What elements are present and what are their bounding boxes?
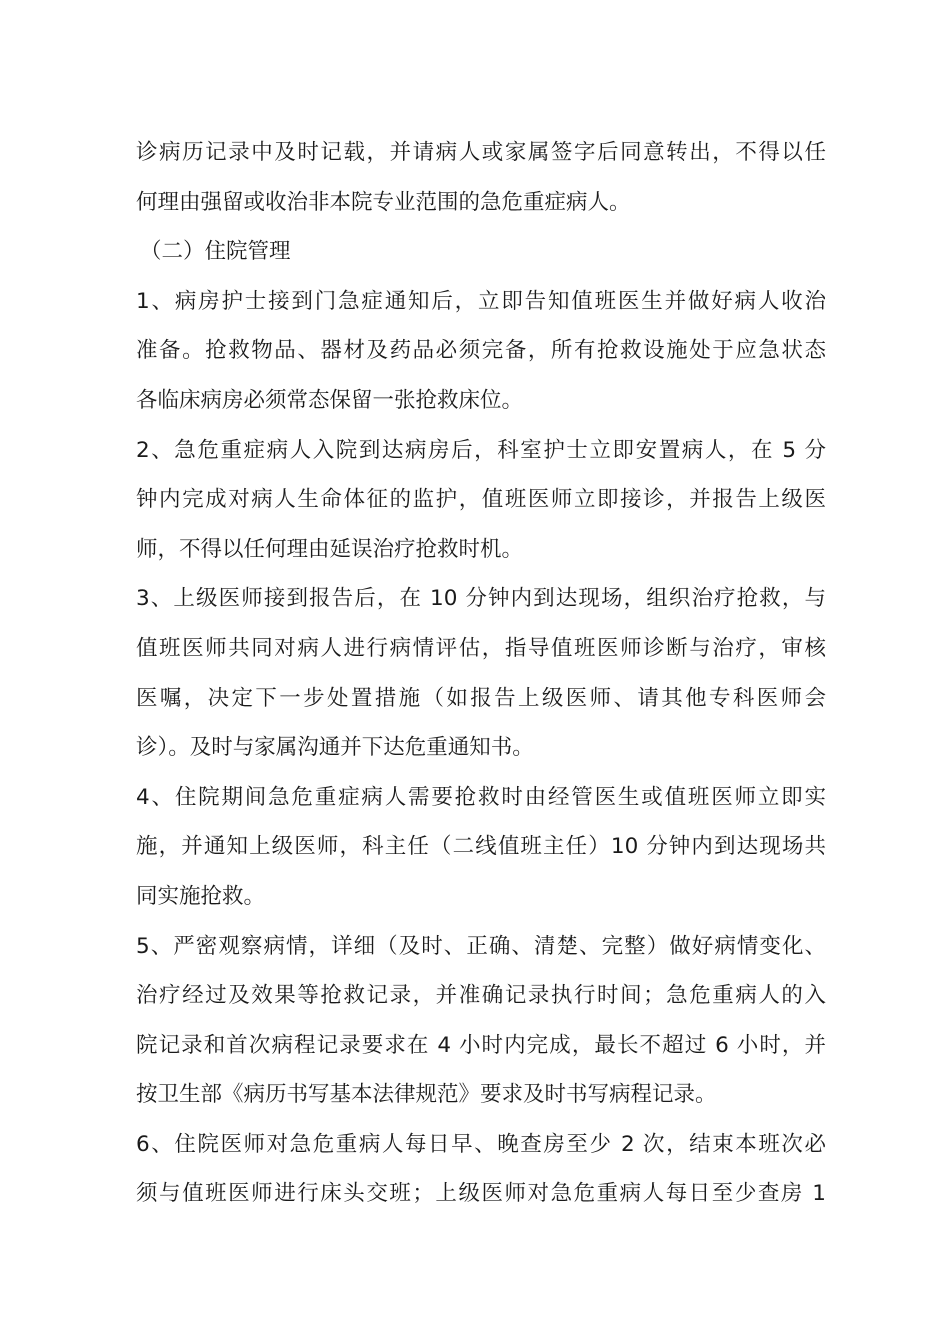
text-line: 治疗经过及效果等抢救记录，并准确记录执行时间；急危重病人的入 xyxy=(136,983,826,1009)
text-line: 按卫生部《病历书写基本法律规范》要求及时书写病程记录。 xyxy=(136,1082,717,1108)
text-line: 3、上级医师接到报告后，在 10 分钟内到达现场，组织治疗抢救，与 xyxy=(136,586,826,612)
text-line: 诊病历记录中及时记载，并请病人或家属签字后同意转出，不得以任 xyxy=(136,140,826,165)
text-line: 准备。抢救物品、器材及药品必须完备，所有抢救设施处于应急状态 xyxy=(136,338,826,364)
text-line: 5、严密观察病情，详细（及时、正确、清楚、完整）做好病情变化、 xyxy=(136,933,826,959)
text-line: 施，并通知上级医师，科主任（二线值班主任）10 分钟内到达现场共 xyxy=(136,834,826,860)
text-line: 2、急危重症病人入院到达病房后，科室护士立即安置病人，在 5 分 xyxy=(136,437,826,463)
text-line: 4、住院期间急危重症病人需要抢救时由经管医生或值班医师立即实 xyxy=(136,784,826,810)
text-line: 值班医师共同对病人进行病情评估，指导值班医师诊断与治疗，审核 xyxy=(136,635,826,661)
text-line: 同实施抢救。 xyxy=(136,883,266,909)
text-line: 6、住院医师对急危重病人每日早、晚查房至少 2 次，结束本班次必 xyxy=(136,1131,826,1157)
text-line: 何理由强留或收治非本院专业范围的急危重症病人。 xyxy=(136,189,631,215)
body-text xyxy=(136,128,826,1219)
text-line: 须与值班医师进行床头交班；上级医师对急危重病人每日至少查房 1 xyxy=(136,1181,826,1207)
text-line: 钟内完成对病人生命体征的监护，值班医师立即接诊，并报告上级医 xyxy=(136,487,826,513)
text-line: 各临床病房必须常态保留一张抢救床位。 xyxy=(136,387,524,413)
text-line: 1、病房护士接到门急症通知后，立即告知值班医生并做好病人收治 xyxy=(136,288,826,314)
text-line: 诊）。及时与家属沟通并下达危重通知书。 xyxy=(136,735,534,761)
section-heading: （二）住院管理 xyxy=(140,239,291,265)
text-line: 院记录和首次病程记录要求在 4 小时内完成，最长不超过 6 小时，并 xyxy=(136,1032,826,1058)
text-line: 医嘱，决定下一步处置措施（如报告上级医师、请其他专科医师会 xyxy=(136,685,826,711)
text-line: 师，不得以任何理由延误治疗抢救时机。 xyxy=(136,536,524,562)
